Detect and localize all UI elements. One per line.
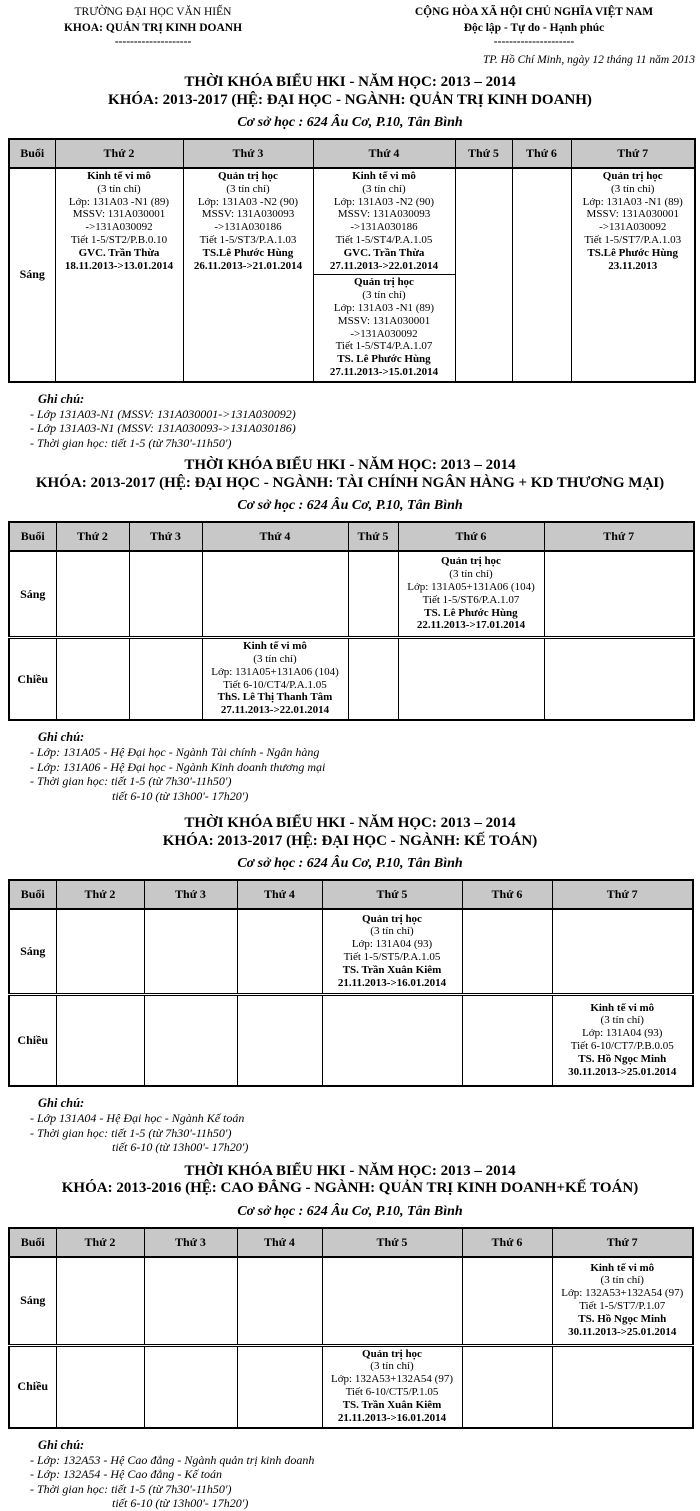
course-name: Quản trị học [362, 1347, 422, 1360]
course-credits: (3 tín chỉ) [253, 653, 297, 666]
day-cell [313, 168, 455, 382]
day-cell [544, 638, 694, 720]
day-cell [462, 1257, 552, 1346]
day-cell [129, 551, 202, 638]
date-line: TP. Hồ Chí Minh, ngày 12 tháng 11 năm 2013 [482, 54, 695, 66]
course-detail: MSSV: 131A030093 [201, 208, 295, 221]
course-detail: ->131A030092 [599, 221, 667, 234]
course-dates: 27.11.2013->22.01.2014 [329, 259, 439, 272]
left-divider: -------------------- [114, 36, 192, 48]
day-cell [237, 1345, 322, 1428]
timetable-row [9, 995, 693, 1087]
right-divider: --------------------- [493, 36, 575, 48]
day-cell [322, 909, 462, 995]
note-line: tiết 6-10 (từ 13h00'- 17h20') [112, 788, 249, 803]
timetable [8, 521, 695, 721]
day-cell [322, 995, 462, 1087]
day-cell [322, 1345, 462, 1428]
day-cell [571, 168, 695, 382]
course-block [314, 274, 455, 380]
session-column-header: Buổi [9, 522, 56, 551]
course-teacher: TS. Hồ Ngọc Minh [578, 1052, 667, 1065]
day-cell [144, 1345, 237, 1428]
school-name: TRƯỜNG ĐẠI HỌC VĂN HIẾN [74, 6, 232, 18]
timetable-row [9, 551, 694, 638]
course-block [572, 169, 695, 274]
course-detail: Tiết 6-10/CT5/P.1.05 [345, 1386, 439, 1399]
notes [0, 1096, 700, 1155]
course-block [203, 639, 348, 719]
course-teacher: GVC. Trần Thừa [343, 246, 425, 259]
day-cell [129, 638, 202, 720]
course-teacher: GVC. Trần Thừa [78, 246, 160, 259]
timetable-section [0, 1163, 700, 1511]
day-cell [552, 1345, 693, 1428]
course-detail: Tiết 1-5/ST3/P.A.1.03 [199, 233, 297, 246]
course-name: Kinh tế vi mô [87, 170, 151, 182]
day-column-header: Thứ 3 [129, 522, 202, 551]
course-detail: MSSV: 131A030093 [337, 208, 431, 221]
course-block [323, 1347, 462, 1427]
course-name: Kinh tế vi mô [590, 1261, 655, 1274]
course-detail: MSSV: 131A030001 [337, 314, 431, 327]
day-column-header: Thứ 2 [56, 880, 144, 909]
timetable-document [0, 74, 700, 1511]
day-cell [56, 1345, 144, 1428]
letterhead-left [8, 4, 298, 68]
day-cell [512, 168, 571, 382]
day-cell [55, 168, 183, 382]
course-detail: Tiết 1-5/ST2/P.B.0.10 [70, 233, 168, 246]
course-detail: ->131A030186 [214, 221, 282, 234]
section-title: THỜI KHÓA BIỂU HKI - NĂM HỌC: 2013 – 2014 [184, 457, 516, 474]
day-column-header: Thứ 3 [183, 139, 313, 168]
note-line: - Lớp: 131A06 - Hệ Đại học - Ngành Kinh doanh thương mại [30, 759, 326, 774]
course-detail: Tiết 1-5/ST7/P.1.07 [579, 1300, 666, 1313]
course-credits: (3 tín chỉ) [370, 925, 414, 938]
course-detail: Lớp: 131A03 -N2 (90) [197, 195, 299, 208]
course-name: Kinh tế vi mô [352, 170, 416, 182]
session-label: Sáng [9, 909, 56, 995]
letterhead-right [373, 4, 695, 68]
day-cell [237, 995, 322, 1087]
course-detail: Lớp: 132A53+132A54 (97) [330, 1373, 453, 1386]
day-column-header: Thứ 3 [144, 1228, 237, 1257]
course-block [553, 1001, 693, 1081]
course-credits: (3 tín chỉ) [97, 182, 141, 195]
timetable-row [9, 168, 695, 382]
course-credits: (3 tín chỉ) [600, 1274, 644, 1287]
timetable [8, 879, 694, 1087]
note-line: - Lớp 131A04 - Hệ Đại học - Ngành Kế toán [30, 1111, 245, 1126]
course-block [323, 912, 462, 992]
section-subtitle: KHÓA: 2013-2017 (HỆ: ĐẠI HỌC - NGÀNH: KẾ TOÁN) [162, 832, 538, 849]
day-cell [183, 168, 313, 382]
course-detail: ->131A030092 [85, 221, 153, 234]
day-column-header: Thứ 6 [512, 139, 571, 168]
note-line: - Thời gian học: tiết 1-5 (từ 7h30'-11h50') [30, 435, 232, 450]
day-cell [202, 551, 348, 638]
day-column-header: Thứ 6 [462, 1228, 552, 1257]
course-detail: Tiết 1-5/ST6/P.A.1.07 [422, 593, 520, 606]
course-detail: Tiết 1-5/ST4/P.A.1.07 [335, 340, 433, 353]
note-line: - Thời gian học: tiết 1-5 (từ 7h30'-11h50') [30, 774, 232, 789]
note-line: - Lớp: 132A53 - Hệ Cao đẳng - Ngành quản trị kinh doanh [30, 1452, 315, 1467]
course-dates: 30.11.2013->25.01.2014 [568, 1065, 677, 1078]
session-label: Sáng [9, 1257, 56, 1346]
course-teacher: TS.Lê Phước Hùng [202, 246, 294, 259]
timetable-section [0, 74, 700, 450]
day-cell [455, 168, 512, 382]
timetable-head [9, 1228, 693, 1257]
day-cell [462, 1345, 552, 1428]
course-teacher: TS. Hồ Ngọc Minh [578, 1312, 667, 1325]
timetable-head [9, 139, 695, 168]
course-teacher: ThS. Lê Thị Thanh Tâm [217, 691, 333, 704]
day-cell [348, 551, 398, 638]
section-title: THỜI KHÓA BIỂU HKI - NĂM HỌC: 2013 – 2014 [184, 815, 516, 832]
timetable-section [0, 815, 700, 1155]
course-detail: Lớp: 132A53+132A54 (97) [561, 1287, 684, 1300]
day-cell [398, 638, 544, 720]
day-cell [552, 909, 693, 995]
session-label: Chiều [9, 638, 56, 720]
session-column-header: Buổi [9, 139, 55, 168]
day-column-header: Thứ 2 [55, 139, 183, 168]
session-column-header: Buổi [9, 1228, 56, 1257]
timetable [8, 138, 696, 383]
day-column-header: Thứ 6 [398, 522, 544, 551]
timetable-row [9, 1345, 693, 1428]
timetable-row [9, 909, 693, 995]
notes-title: Ghi chú: [38, 1096, 85, 1111]
course-dates: 26.11.2013->21.01.2014 [193, 259, 303, 272]
timetable-row [9, 638, 694, 720]
course-name: Quản trị học [354, 276, 414, 289]
campus-line: Cơ sở học : 624 Âu Cơ, P.10, Tân Bình [237, 856, 463, 872]
header-row [9, 1228, 693, 1257]
course-name: Kinh tế vi mô [590, 1001, 655, 1014]
day-column-header: Thứ 5 [322, 1228, 462, 1257]
header-row [9, 880, 693, 909]
course-detail: Lớp: 131A04 (93) [351, 938, 433, 951]
course-detail: Lớp: 131A03 -N1 (89) [333, 301, 435, 314]
day-cell [202, 638, 348, 720]
course-dates: 27.11.2013->15.01.2014 [329, 365, 439, 378]
day-cell [398, 551, 544, 638]
section-title: THỜI KHÓA BIỂU HKI - NĂM HỌC: 2013 – 2014 [184, 74, 516, 90]
course-detail: Lớp: 131A03 -N2 (90) [333, 195, 435, 208]
course-name: Quản trị học [362, 912, 422, 925]
session-column-header: Buổi [9, 880, 56, 909]
course-dates: 27.11.2013->22.01.2014 [220, 704, 330, 717]
course-detail: ->131A030186 [350, 221, 418, 234]
header-row [9, 139, 695, 168]
course-block [56, 169, 183, 274]
day-column-header: Thứ 5 [348, 522, 398, 551]
notes [0, 1438, 700, 1511]
note-line: - Lớp: 132A54 - Hệ Cao đẳng - Kế toán [30, 1467, 223, 1482]
session-label: Chiều [9, 1345, 56, 1428]
course-name: Quản trị học [441, 555, 501, 568]
timetable-head [9, 522, 694, 551]
note-line: - Lớp 131A03-N1 (MSSV: 131A030093->131A030186) [30, 421, 296, 436]
timetable-body [9, 1257, 693, 1428]
course-credits: (3 tín chỉ) [362, 182, 406, 195]
course-detail: ->131A030092 [350, 327, 418, 340]
course-detail: Lớp: 131A03 -N1 (89) [582, 195, 683, 208]
note-line: - Lớp 131A03-N1 (MSSV: 131A030001->131A030092) [30, 406, 296, 421]
section-title: THỜI KHÓA BIỂU HKI - NĂM HỌC: 2013 – 2014 [184, 1162, 516, 1179]
timetable-body [9, 909, 693, 1086]
day-cell [144, 995, 237, 1087]
day-cell [462, 909, 552, 995]
day-cell [462, 995, 552, 1087]
course-detail: Lớp: 131A04 (93) [582, 1027, 663, 1040]
timetable-body [9, 168, 695, 382]
course-credits: (3 tín chỉ) [362, 289, 406, 302]
course-credits: (3 tín chỉ) [600, 1014, 644, 1027]
course-teacher: TS. Lê Phước Hùng [424, 606, 518, 619]
day-column-header: Thứ 7 [552, 880, 693, 909]
day-column-header: Thứ 5 [455, 139, 512, 168]
course-name: Quản trị học [602, 170, 663, 182]
course-credits: (3 tín chỉ) [226, 182, 270, 195]
note-line: - Lớp: 131A05 - Hệ Đại học - Ngành Tài chính - Ngân hàng [30, 745, 320, 760]
course-teacher: TS. Trần Xuân Kiêm [342, 1398, 442, 1411]
course-detail: Tiết 1-5/ST7/P.A.1.03 [584, 233, 682, 246]
day-column-header: Thứ 7 [544, 522, 694, 551]
timetable-section [0, 457, 700, 803]
section-subtitle: KHÓA: 2013-2016 (HỆ: CAO ĐẲNG - NGÀNH: QUẢN TRỊ KINH DOANH+KẾ TOÁN) [61, 1180, 639, 1197]
timetable-body [9, 551, 694, 720]
letterhead [0, 0, 700, 68]
day-cell [552, 1257, 693, 1346]
day-cell [144, 1257, 237, 1346]
day-cell [56, 638, 129, 720]
notes-title: Ghi chú: [38, 730, 85, 745]
course-dates: 23.11.2013 [608, 259, 658, 272]
notes-title: Ghi chú: [38, 391, 85, 406]
day-cell [56, 1257, 144, 1346]
day-column-header: Thứ 2 [56, 1228, 144, 1257]
day-column-header: Thứ 6 [462, 880, 552, 909]
course-block [314, 169, 455, 274]
independence-line: Độc lập - Tự do - Hạnh phúc [463, 22, 605, 34]
course-detail: Tiết 1-5/ST4/P.A.1.05 [335, 233, 433, 246]
notes [0, 392, 700, 451]
course-detail: Lớp: 131A05+131A06 (104) [211, 665, 339, 678]
course-block [553, 1261, 693, 1341]
day-cell [552, 995, 693, 1087]
campus-line: Cơ sở học : 624 Âu Cơ, P.10, Tân Bình [237, 115, 463, 130]
campus-line: Cơ sở học : 624 Âu Cơ, P.10, Tân Bình [237, 1203, 463, 1219]
course-dates: 21.11.2013->16.01.2014 [337, 1411, 447, 1424]
section-subtitle: KHÓA: 2013-2017 (HỆ: ĐẠI HỌC - NGÀNH: TÀI CHÍNH NGÂN HÀNG + KD THƯƠNG MẠI) [35, 474, 665, 491]
faculty-name: KHOA: QUẢN TRỊ KINH DOANH [63, 22, 243, 34]
course-credits: (3 tín chỉ) [449, 568, 493, 581]
day-cell [237, 909, 322, 995]
timetable [8, 1227, 694, 1429]
course-dates: 18.11.2013->13.01.2014 [64, 259, 174, 272]
course-teacher: TS. Trần Xuân Kiêm [342, 963, 442, 976]
campus-line: Cơ sở học : 624 Âu Cơ, P.10, Tân Bình [237, 498, 463, 514]
course-detail: Lớp: 131A05+131A06 (104) [407, 580, 535, 593]
day-column-header: Thứ 3 [144, 880, 237, 909]
day-column-header: Thứ 4 [237, 880, 322, 909]
course-name: Quản trị học [218, 170, 278, 182]
note-line: - Thời gian học: tiết 1-5 (từ 7h30'-11h50') [30, 1125, 232, 1140]
course-detail: MSSV: 131A030001 [72, 208, 166, 221]
day-column-header: Thứ 4 [202, 522, 348, 551]
notes-title: Ghi chú: [38, 1437, 85, 1452]
day-column-header: Thứ 4 [313, 139, 455, 168]
course-name: Kinh tế vi mô [243, 640, 307, 653]
session-label: Sáng [9, 551, 56, 638]
course-block [399, 554, 544, 634]
timetable-row [9, 1257, 693, 1346]
day-column-header: Thứ 7 [571, 139, 695, 168]
header-row [9, 522, 694, 551]
country-motto-line: CỘNG HÒA XÃ HỘI CHỦ NGHĨA VIỆT NAM [414, 6, 654, 18]
course-teacher: TS. Lê Phước Hùng [337, 353, 431, 366]
course-teacher: TS.Lê Phước Hùng [587, 246, 679, 259]
day-cell [144, 909, 237, 995]
day-column-header: Thứ 5 [322, 880, 462, 909]
course-detail: Tiết 1-5/ST5/P.A.1.05 [343, 951, 441, 964]
course-block [184, 169, 313, 274]
day-cell [56, 995, 144, 1087]
day-cell [237, 1257, 322, 1346]
day-column-header: Thứ 2 [56, 522, 129, 551]
session-label: Chiều [9, 995, 56, 1087]
day-column-header: Thứ 4 [237, 1228, 322, 1257]
course-detail: Tiết 6-10/CT4/P.A.1.05 [223, 678, 327, 691]
course-dates: 30.11.2013->25.01.2014 [568, 1325, 677, 1338]
course-detail: MSSV: 131A030001 [586, 208, 679, 221]
note-line: tiết 6-10 (từ 13h00'- 17h20') [112, 1140, 249, 1155]
day-cell [322, 1257, 462, 1346]
notes [0, 730, 700, 803]
course-credits: (3 tín chỉ) [370, 1360, 414, 1373]
course-credits: (3 tín chỉ) [611, 182, 655, 195]
course-detail: Tiết 6-10/CT7/P.B.0.05 [570, 1040, 674, 1053]
timetable-head [9, 880, 693, 909]
day-column-header: Thứ 7 [552, 1228, 693, 1257]
day-cell [56, 551, 129, 638]
note-line: - Thời gian học: tiết 1-5 (từ 7h30'-11h50') [30, 1481, 232, 1496]
day-cell [348, 638, 398, 720]
day-cell [56, 909, 144, 995]
note-line: tiết 6-10 (từ 13h00'- 17h20') [112, 1496, 249, 1511]
section-subtitle: KHÓA: 2013-2017 (HỆ: ĐẠI HỌC - NGÀNH: QUẢN TRỊ KINH DOANH) [108, 91, 592, 108]
course-dates: 22.11.2013->17.01.2014 [416, 619, 526, 632]
day-cell [544, 551, 694, 638]
session-label: Sáng [9, 168, 55, 382]
course-detail: Lớp: 131A03 -N1 (89) [68, 195, 170, 208]
course-dates: 21.11.2013->16.01.2014 [337, 976, 447, 989]
